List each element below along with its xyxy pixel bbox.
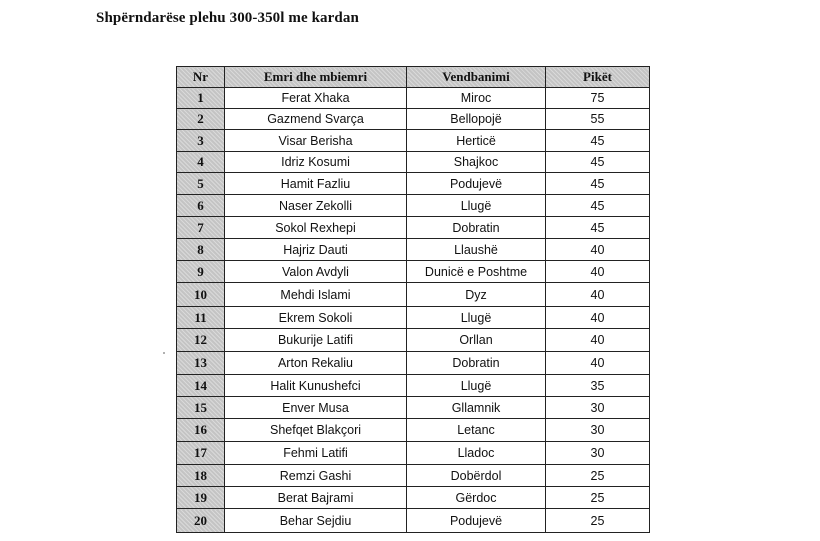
row-name-cell: Ekrem Sokoli (225, 307, 407, 329)
row-nr-cell: 13 (177, 352, 225, 375)
table-body (177, 88, 650, 533)
table-row (177, 217, 650, 239)
scan-speck (163, 352, 165, 354)
row-nr-cell: 9 (177, 261, 225, 283)
header-name: Emri dhe mbiemri (225, 67, 407, 88)
row-place-cell: Dobërdol (407, 465, 546, 487)
row-name-cell: Mehdi Islami (225, 283, 407, 307)
row-place-cell: Herticë (407, 130, 546, 152)
row-name-cell: Shefqet Blakçori (225, 419, 407, 442)
row-nr-cell: 11 (177, 307, 225, 329)
recipients-table (176, 66, 650, 533)
row-nr-cell: 10 (177, 283, 225, 307)
header-nr: Nr (177, 67, 225, 88)
row-nr-cell: 7 (177, 217, 225, 239)
row-nr-cell: 5 (177, 173, 225, 195)
row-points-cell: 45 (546, 195, 650, 217)
row-place-cell: Letanc (407, 419, 546, 442)
row-points-cell: 45 (546, 217, 650, 239)
row-place-cell: Lladoc (407, 442, 546, 465)
table-row (177, 509, 650, 533)
row-name-cell: Bukurije Latifi (225, 329, 407, 352)
row-place-cell: Llugë (407, 195, 546, 217)
table-row (177, 88, 650, 109)
row-nr-cell: 16 (177, 419, 225, 442)
row-points-cell: 35 (546, 375, 650, 397)
table-row (177, 397, 650, 419)
row-nr-cell: 3 (177, 130, 225, 152)
row-place-cell: Miroc (407, 88, 546, 109)
row-points-cell: 40 (546, 352, 650, 375)
row-points-cell: 40 (546, 307, 650, 329)
row-name-cell: Berat Bajrami (225, 487, 407, 509)
row-nr-cell: 14 (177, 375, 225, 397)
row-points-cell: 40 (546, 239, 650, 261)
row-place-cell: Dyz (407, 283, 546, 307)
row-nr-cell: 19 (177, 487, 225, 509)
table-row (177, 442, 650, 465)
table-row (177, 130, 650, 152)
row-name-cell: Arton Rekaliu (225, 352, 407, 375)
row-place-cell: Gërdoc (407, 487, 546, 509)
row-name-cell: Naser Zekolli (225, 195, 407, 217)
table-row (177, 375, 650, 397)
table-row (177, 195, 650, 217)
row-place-cell: Dobratin (407, 352, 546, 375)
row-points-cell: 40 (546, 261, 650, 283)
row-place-cell: Bellopojë (407, 109, 546, 130)
row-points-cell: 45 (546, 152, 650, 173)
row-nr-cell: 15 (177, 397, 225, 419)
row-nr-cell: 17 (177, 442, 225, 465)
row-name-cell: Halit Kunushefci (225, 375, 407, 397)
table-row (177, 307, 650, 329)
row-nr-cell: 8 (177, 239, 225, 261)
row-name-cell: Hamit Fazliu (225, 173, 407, 195)
row-place-cell: Llugë (407, 307, 546, 329)
row-points-cell: 45 (546, 173, 650, 195)
table-row (177, 419, 650, 442)
row-points-cell: 25 (546, 509, 650, 533)
table-row (177, 487, 650, 509)
row-nr-cell: 1 (177, 88, 225, 109)
row-place-cell: Orllan (407, 329, 546, 352)
row-name-cell: Fehmi Latifi (225, 442, 407, 465)
row-place-cell: Llugë (407, 375, 546, 397)
table-row (177, 261, 650, 283)
document-title: Shpërndarëse plehu 300-350l me kardan (96, 10, 359, 26)
row-nr-cell: 12 (177, 329, 225, 352)
row-points-cell: 30 (546, 397, 650, 419)
table-row (177, 109, 650, 130)
row-name-cell: Valon Avdyli (225, 261, 407, 283)
header-points: Pikët (546, 67, 650, 88)
row-place-cell: Llaushë (407, 239, 546, 261)
row-place-cell: Gllamnik (407, 397, 546, 419)
header-place: Vendbanimi (407, 67, 546, 88)
table-row (177, 352, 650, 375)
table-header-row (177, 67, 650, 88)
row-name-cell: Enver Musa (225, 397, 407, 419)
row-points-cell: 30 (546, 419, 650, 442)
row-name-cell: Idriz Kosumi (225, 152, 407, 173)
row-name-cell: Hajriz Dauti (225, 239, 407, 261)
row-name-cell: Sokol Rexhepi (225, 217, 407, 239)
row-points-cell: 75 (546, 88, 650, 109)
row-place-cell: Shajkoc (407, 152, 546, 173)
table-row (177, 152, 650, 173)
table-row (177, 173, 650, 195)
row-place-cell: Podujevë (407, 173, 546, 195)
row-nr-cell: 4 (177, 152, 225, 173)
row-nr-cell: 18 (177, 465, 225, 487)
table-row (177, 283, 650, 307)
row-name-cell: Ferat Xhaka (225, 88, 407, 109)
table-row (177, 465, 650, 487)
row-nr-cell: 6 (177, 195, 225, 217)
row-name-cell: Visar Berisha (225, 130, 407, 152)
table-row (177, 329, 650, 352)
row-name-cell: Behar Sejdiu (225, 509, 407, 533)
row-points-cell: 25 (546, 465, 650, 487)
row-name-cell: Remzi Gashi (225, 465, 407, 487)
row-points-cell: 55 (546, 109, 650, 130)
table-row (177, 239, 650, 261)
row-name-cell: Gazmend Svarça (225, 109, 407, 130)
row-points-cell: 40 (546, 283, 650, 307)
row-points-cell: 40 (546, 329, 650, 352)
row-nr-cell: 20 (177, 509, 225, 533)
row-place-cell: Podujevë (407, 509, 546, 533)
row-place-cell: Dobratin (407, 217, 546, 239)
row-nr-cell: 2 (177, 109, 225, 130)
row-points-cell: 25 (546, 487, 650, 509)
row-place-cell: Dunicë e Poshtme (407, 261, 546, 283)
row-points-cell: 45 (546, 130, 650, 152)
row-points-cell: 30 (546, 442, 650, 465)
